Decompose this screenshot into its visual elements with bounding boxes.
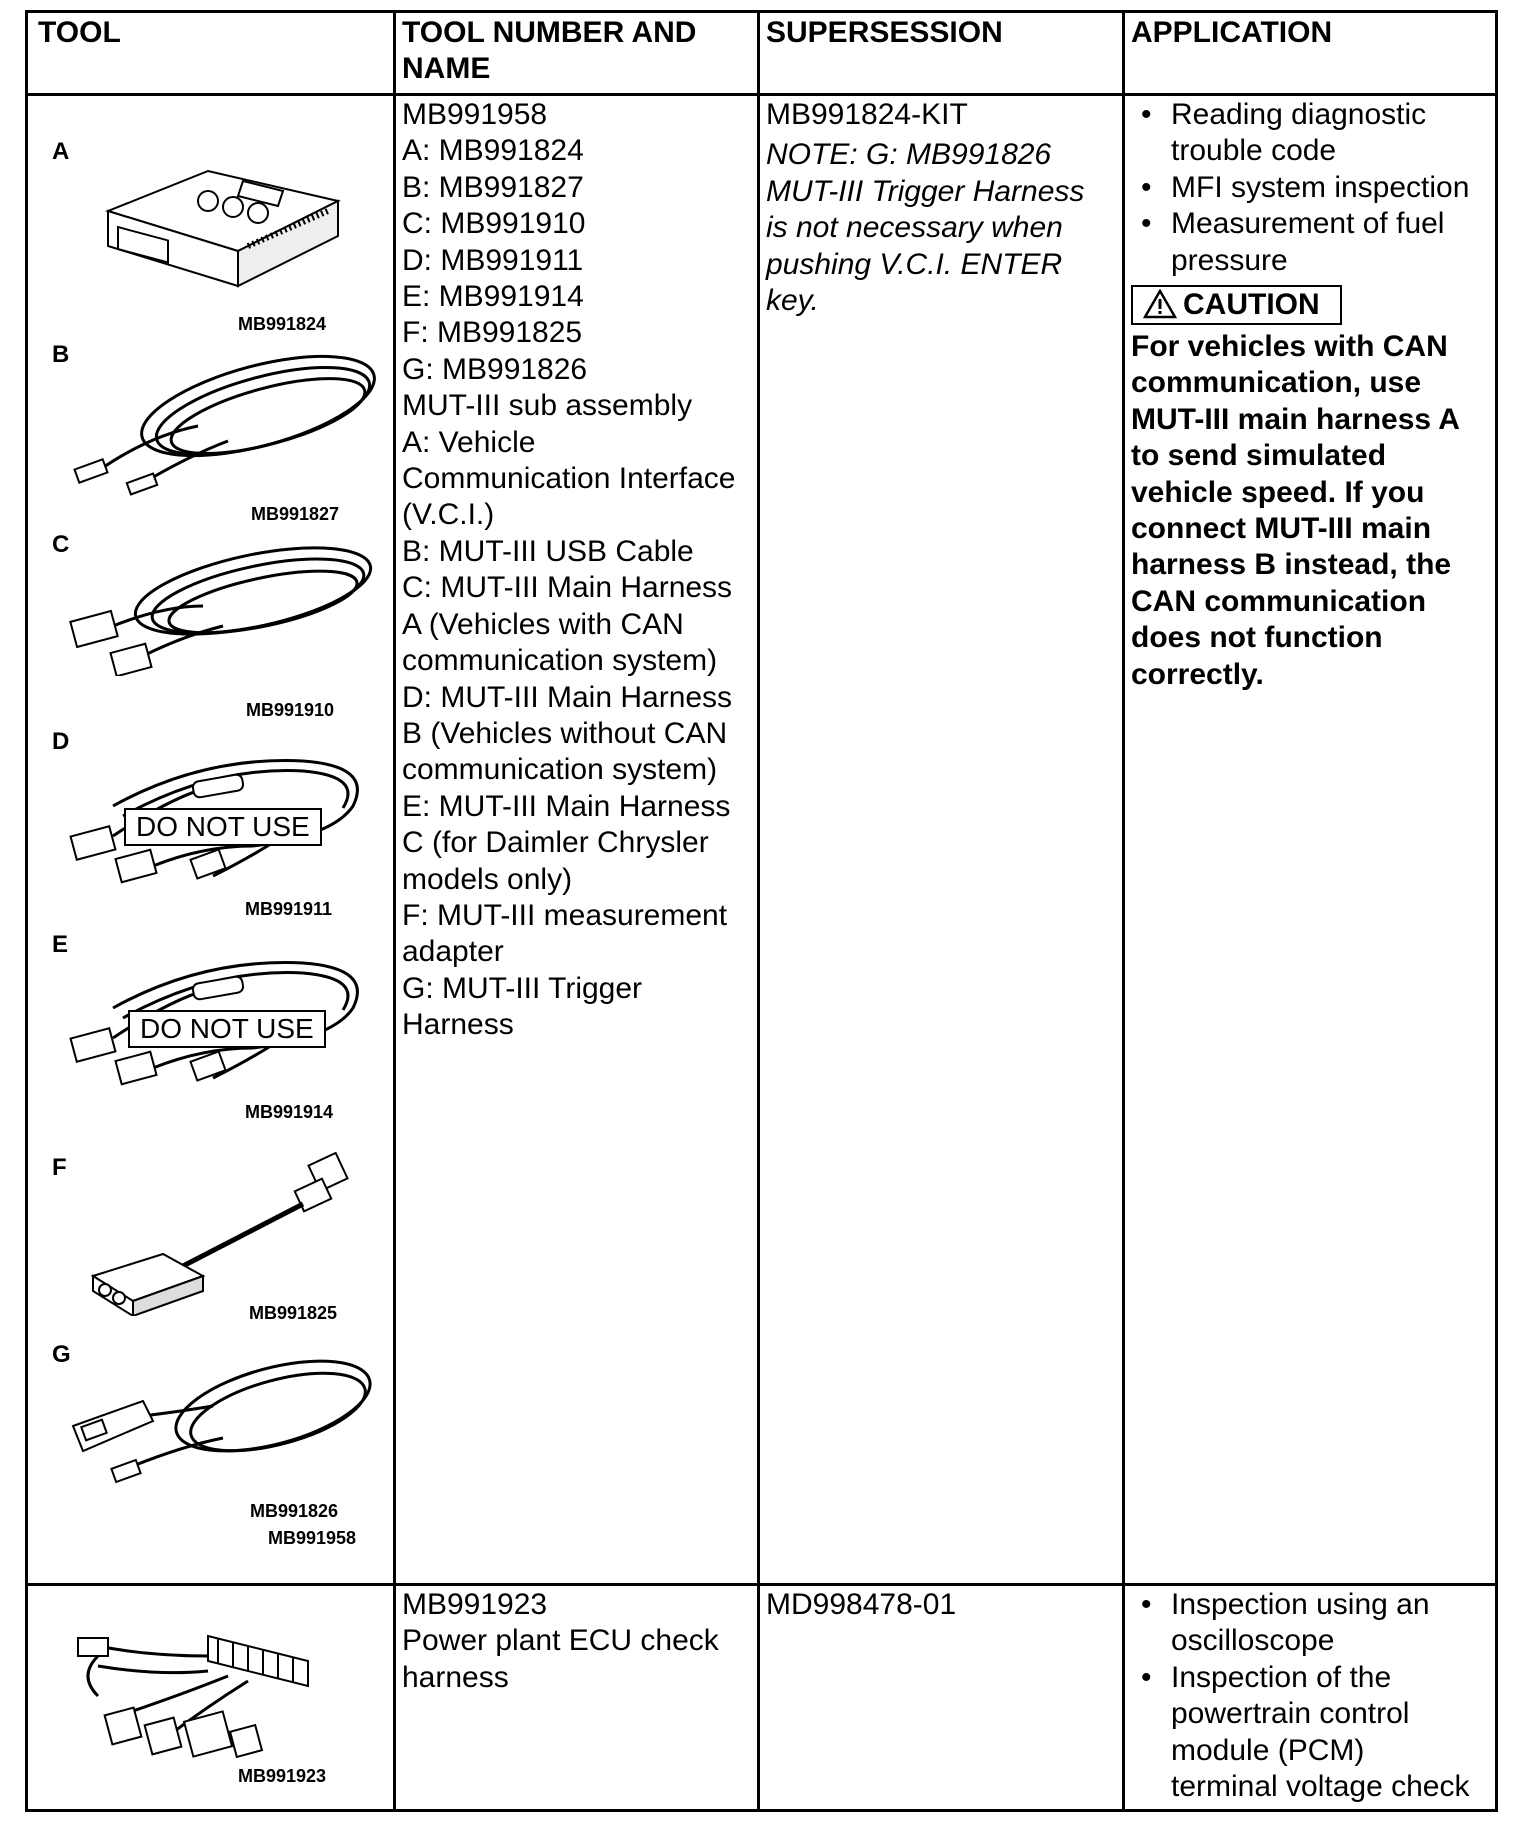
tool-code-d: MB991911 bbox=[245, 899, 333, 919]
supersession-note-line: MUT-III Trigger Harness bbox=[766, 174, 1085, 208]
application-item-line: • Reading diagnostic bbox=[1171, 98, 1427, 131]
column-divider bbox=[757, 13, 760, 1809]
tool-number-line: (V.C.I.) bbox=[402, 498, 495, 532]
tool-number-cell bbox=[402, 97, 736, 1044]
application-item-line: trouble code bbox=[1171, 134, 1337, 168]
caution-line: to send simulated bbox=[1131, 439, 1387, 473]
header-application: APPLICATION bbox=[1131, 16, 1333, 49]
supersession-cell bbox=[766, 97, 1084, 319]
tool-number-line: Communication Interface bbox=[402, 462, 736, 496]
caution-text bbox=[1131, 329, 1496, 693]
tool-code-e: MB991914 bbox=[245, 1102, 334, 1122]
caution-line: CAN communication bbox=[1131, 584, 1427, 618]
tool-number-line: Power plant ECU check bbox=[402, 1624, 719, 1658]
tool-number-line: C: MUT-III Main Harness bbox=[402, 571, 733, 605]
header-tool: TOOL bbox=[38, 16, 121, 49]
tool-number-line: F: MB991825 bbox=[402, 316, 583, 350]
tool-number-line: C (for Daimler Chrysler bbox=[402, 826, 709, 860]
tool-letter-d: D bbox=[52, 728, 70, 755]
tool-number-line: F: MUT-III measurement bbox=[402, 898, 728, 932]
supersession-note-line: is not necessary when bbox=[766, 211, 1063, 245]
ecu-check-harness-icon bbox=[58, 1616, 328, 1766]
application-item-line: • Measurement of fuel bbox=[1171, 207, 1445, 241]
warning-triangle-icon bbox=[1143, 289, 1177, 319]
tool-letter-f: F bbox=[52, 1154, 67, 1181]
application-cell-row2 bbox=[1131, 1587, 1496, 1805]
header-supersession: SUPERSESSION bbox=[766, 16, 1003, 49]
tool-number-line: C: MB991910 bbox=[402, 207, 586, 241]
header-tool-number bbox=[402, 15, 696, 87]
caution-line: connect MUT-III main bbox=[1131, 512, 1432, 546]
application-cell bbox=[1131, 97, 1496, 693]
supersession-cell-row2: MD998478-01 bbox=[766, 1588, 957, 1621]
tool-images-cell bbox=[28, 96, 393, 1583]
caution-line: vehicle speed. If you bbox=[1131, 475, 1425, 509]
header-tool-number-line: TOOL NUMBER AND bbox=[402, 16, 697, 49]
tool-number-cell-row2 bbox=[402, 1587, 719, 1696]
application-item-line: • Inspection using an bbox=[1171, 1588, 1430, 1621]
caution-line: does not function bbox=[1131, 621, 1383, 655]
tool-number-line: adapter bbox=[402, 935, 504, 969]
tool-letter-c: C bbox=[52, 531, 70, 558]
caution-line: communication, use bbox=[1131, 366, 1422, 400]
do-not-use-label-e: DO NOT USE bbox=[128, 1010, 326, 1048]
tool-number-line: E: MB991914 bbox=[402, 280, 584, 314]
vci-unit-icon bbox=[88, 151, 348, 291]
application-item bbox=[1131, 1660, 1496, 1806]
supersession-note-line: key. bbox=[766, 284, 819, 318]
special-tools-table bbox=[25, 10, 1498, 1812]
tool-number-line: A: MB991824 bbox=[402, 134, 584, 168]
application-item bbox=[1131, 206, 1496, 279]
supersession-code: MB991824-KIT bbox=[766, 98, 968, 131]
application-item-line: pressure bbox=[1171, 243, 1288, 277]
tool-code-b: MB991827 bbox=[251, 504, 340, 524]
application-list bbox=[1131, 97, 1496, 279]
tool-letter-a: A bbox=[52, 138, 70, 165]
tool-number-line: B: MB991827 bbox=[402, 170, 584, 204]
measurement-adapter-icon bbox=[73, 1146, 373, 1316]
tool-number-line: G: MUT-III Trigger bbox=[402, 971, 643, 1005]
tool-number-line: harness bbox=[402, 1660, 509, 1694]
tool-letter-e: E bbox=[52, 931, 69, 958]
caution-badge bbox=[1131, 285, 1342, 325]
tool-number-line: E: MUT-III Main Harness bbox=[402, 789, 731, 823]
application-item-line: oscilloscope bbox=[1171, 1624, 1335, 1658]
tool-number-line: D: MUT-III Main Harness bbox=[402, 680, 733, 714]
tool-code-c: MB991910 bbox=[246, 700, 335, 720]
usb-cable-icon bbox=[58, 346, 388, 496]
tool-number-line: communication system) bbox=[402, 753, 718, 787]
caution-line: harness B instead, the bbox=[1131, 548, 1452, 582]
caution-line: For vehicles with CAN bbox=[1131, 330, 1448, 364]
tool-letter-b: B bbox=[52, 341, 70, 368]
column-divider bbox=[393, 13, 396, 1809]
supersession-note-line: pushing V.C.I. ENTER bbox=[766, 247, 1063, 281]
application-item-line: • MFI system inspection bbox=[1171, 170, 1470, 204]
tool-number-line: A: Vehicle bbox=[402, 425, 536, 459]
tool-code-a: MB991824 bbox=[238, 314, 327, 334]
application-item-line: powertrain control bbox=[1171, 1697, 1410, 1731]
tool-number-line: MUT-III sub assembly bbox=[402, 389, 693, 423]
tool-number-line: MB991958 bbox=[402, 98, 548, 131]
application-list-row2 bbox=[1131, 1587, 1496, 1805]
tool-code-row2: MB991923 bbox=[238, 1766, 327, 1786]
application-item bbox=[1131, 170, 1496, 206]
tool-number-line: models only) bbox=[402, 862, 573, 896]
tool-image-cell-row2 bbox=[28, 1586, 393, 1808]
caution-label: CAUTION bbox=[1183, 288, 1320, 322]
caution-line: correctly. bbox=[1131, 657, 1264, 691]
tool-number-line: MB991923 bbox=[402, 1588, 548, 1621]
do-not-use-label-d: DO NOT USE bbox=[124, 808, 322, 846]
tool-number-line: B: MUT-III USB Cable bbox=[402, 534, 694, 568]
column-divider bbox=[1122, 13, 1125, 1809]
tool-letter-g: G bbox=[52, 1341, 71, 1368]
caution-line: MUT-III main harness A bbox=[1131, 402, 1460, 436]
tool-number-line: Harness bbox=[402, 1008, 514, 1042]
tool-number-line: B (Vehicles without CAN bbox=[402, 716, 728, 750]
application-item-line: terminal voltage check bbox=[1171, 1770, 1470, 1804]
tool-code-f: MB991825 bbox=[249, 1303, 338, 1323]
application-item-line: • Inspection of the bbox=[1171, 1660, 1392, 1694]
supersession-note-line: NOTE: G: MB991826 bbox=[766, 138, 1052, 172]
trigger-harness-icon bbox=[53, 1346, 388, 1496]
tool-number-line: G: MB991826 bbox=[402, 352, 588, 386]
application-item-line: module (PCM) bbox=[1171, 1733, 1365, 1767]
tool-number-line: communication system) bbox=[402, 644, 718, 678]
tool-set-code: MB991958 bbox=[268, 1528, 357, 1548]
header-tool-number-line: NAME bbox=[402, 52, 491, 85]
main-harness-icon bbox=[53, 536, 388, 676]
tool-code-g: MB991826 bbox=[250, 1501, 339, 1521]
tool-number-line: A (Vehicles with CAN bbox=[402, 607, 684, 641]
tool-number-line: D: MB991911 bbox=[402, 243, 584, 277]
application-item bbox=[1131, 1587, 1496, 1660]
application-item bbox=[1131, 97, 1496, 170]
